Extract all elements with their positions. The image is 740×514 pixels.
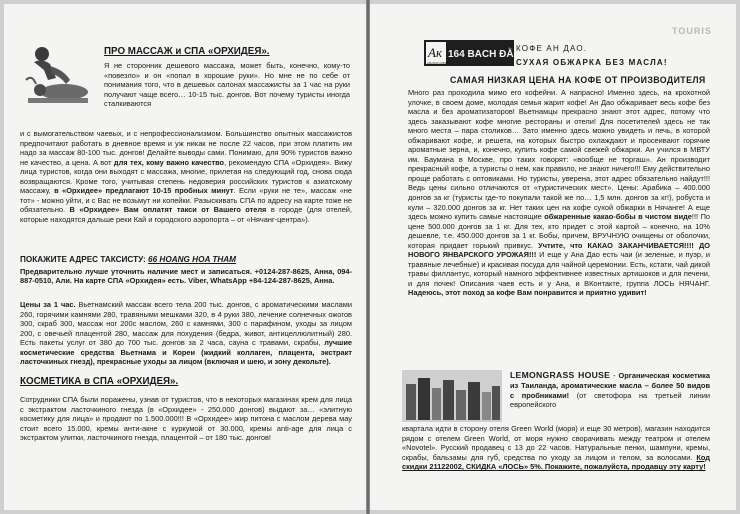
logo-address: 164 BACH ĐẰNG	[448, 49, 529, 60]
cosmetics-block	[20, 395, 352, 443]
header-line-1: КОФЕ АН ДАО.	[516, 44, 588, 53]
left-page	[4, 4, 366, 510]
massage-body	[20, 129, 352, 224]
cosmetics-text: Сотрудники СПА были поражены, узнав от туристов, что в некоторых магазинах крем для лица с экстрактом ласточкиного гнезда (в «Орхидее» - 250.000 донгов) выдают за… «элитную косметику для лица» и продают по 1.500.000!!! В «Орхидее» жир питона с маслом дерева мау стоит всего 15.000, кремы анти-акне с куркумой от 30.000, кремы anti-age для лица с экстрактом улитки, ласточкиного гнезда, плацентой – от 180 тыс. донгов!	[20, 395, 352, 443]
lemongrass-products-image	[402, 370, 502, 422]
coffee-logo	[424, 40, 529, 66]
logo-subtitle: ANH DAO COFFEE	[427, 62, 451, 65]
massage-illustration	[20, 40, 92, 112]
prices-block	[20, 300, 352, 367]
massage-heading: ПРО МАССАЖ и СПА «ОРХИДЕЯ».	[104, 46, 270, 57]
logo-initials: Ак	[428, 45, 443, 60]
booking-info: Предварительно лучше уточнить наличие мест и записаться. +0124-287-8625, Анна, 094-887-0510, Али. На карте СПА «Орхидея» есть. Viber, WhatsApp +84-124-287-8625, Анна.	[20, 266, 352, 286]
lemongrass-intro	[510, 370, 710, 410]
coffee-text: Много раз проходила мимо его кофейни. А напрасно! Именно здесь, на крохотной улочке, в своем доме, молодая семья жарит кофе! Ан Дао обжаривает весь кофе без масла и без ароматизаторов! Вьетнамцы прекрасно знают этот адрес, потому что здесь заказывают кофе многие рестораны и отели! Для посетителей здесь не так много места – пара столиков… Зато именно здесь можно увидеть и печь, в которой обжаривают кофе, и решета, на которых быстро охлаждают и просеивают горячие ароматные зерна, и, конечно, купить кофе самой свежей обжарки. Ан учился в МВТУ им. Баумана в Москве, про таких говорят: «вообще не торгаш». Ан производит прекрасный кофе, а туристы о нем, как правило, не знают ничего!!! Ему действительно проще работать с оптовиками. Но туристы, уверена, этот адрес обязательно найдут!!! Ведь цены сильно отличаются от «туристических мест». Цены: Арабика – 400.000 донгов за кг (туристы где-то покупали такой же по… 1,5 млн. донгов за кг!), робуста и кули – 320.000 донгов за кг. Нет таких цен на кофе сухой обжарки в Нячанге! А еще здесь можно купить самые настоящие обжаренные какао-бобы в чистом виде!!! По цене 500.000 донгов за 1 кг. Для тех, кто придет с этой картой – конечно, на 10% дешевле, т.е. 450.000 донгов за 1 кг. Бобы, причем, ВРУЧНУЮ очищены от оболочки, которая придает горький привкус. Учтите, что КАКАО ЗАКАНЧИВАЕТСЯ!!!! ДО НОВОГО ЯНВАРСКОГО УРОЖАЯ!!! И еще у Ана Дао есть чаи (и зеленые, и пуэр, и травяные лечебные) и красивая посуда для чайной церемонии. Есть, кстати, чай дикой травы филлантус, который намного эффективнее известных артишоков и для печени, и для почек! Описания чаев есть и у Ана, и ВКонтакте, группа ЛОСЬ НЯЧАНГ. Надеюсь, этот поход за кофе Вам понравится и приятно удивит!	[408, 88, 711, 298]
prices-text: Цены за 1 час. Вьетнамский массаж всего тела 200 тыс. донгов, с ароматическими маслами 260, горячими камнями 280, травяными мешками 320, в 4 руки 380, лечение солнечных ожогов 300, скраб 300, массаж ног 200с маслом, 260 с камнями, 300 с парафином, уходы за лицом 200, с овечьей плацентой 280, массаж для похудения (бедра, живот, антицеллюлитный) 280. Есть пакеты услуг от 380 до 700 тыс. донгов за 2 часа, сауна с травами, скрабы, лучшие косметические средства Вьетнама и Кореи (жидкий коллаген, плацента, экстракт ласточкиных гнезд), прекрасные уходы за лицом (включая и шею, и зону декольте).	[20, 300, 352, 367]
watermark: TOURIS	[672, 26, 712, 36]
header-line-2: СУХАЯ ОБЖАРКА БЕЗ МАСЛА!	[516, 58, 668, 67]
cosmetics-heading: КОСМЕТИКА в СПА «ОРХИДЕЯ».	[20, 376, 179, 387]
lemongrass-text: квартала идти в сторону отеля Green World (моря) и еще 30 метров), магазин находится рядом с отелем Green World, от моря нужно сворачивать между театром и отелем «Novotel». Русский продавец с 13 до 22 часов. Натуральные пенки, шампуни, кремы, скрабы, бальзамы для губ, средства по уходу за лицом и телом, за волосами. Код скидки 21122002, СКИДКА «ЛОСЬ» 5%. Покажите, пожалуйста, продавцу эту карту!	[402, 424, 710, 472]
lemongrass-intro-text: LEMONGRASS HOUSE - Органическая косметика из Таиланда, ароматические масла – более 50 видов с пробниками! (от светофора на третьей линии европейского	[510, 370, 710, 410]
massage-intro-text: Я не сторонник дешевого массажа, может быть, конечно, кому-то «повезло» и он «попал в хорошие руки». Но мне не по себе от понимания того, что в дешевых салонах массажисты за 1 час на руки получают чаще всего… 10-15 тыс. донгов. Вот почему туристы иногда сталкиваются	[104, 61, 350, 109]
coffee-block	[408, 88, 710, 298]
coffee-title: САМАЯ НИЗКАЯ ЦЕНА НА КОФЕ ОТ ПРОИЗВОДИТЕЛЯ	[450, 75, 706, 85]
address-block	[20, 255, 352, 286]
massage-body-text: и с вымогательством чаевых, и с непрофессионализмом. Большинство опытных массажистов предпочитают работать в дневное время и уж никак не после 22 часов, при этом платить им надо за массаж 80-100 тыс. донгов! Делайте выводы сами. Понимаю, для 90% туристов важно не качество, а цена. А вот для тех, кому важно качество, рекомендую СПА «Орхидея». Вижу лица туристов, когда они выходят с массажа, многие, прилетая на следующий год, снова сюда возвращаются. Кроме того, учитывая степень недоверия российских туристов к азиатскому массажу, в «Орхидее» предлагают 10-15 пробных минут. Если «руки не те», массаж «не тот» - можно уйти, и с Вас не возьмут ни копейки. Разыскивать СПА по адресу на карте тоже не обязательно. В «Орхидее» Вам оплатят такси от Вашего отеля в городе (для отелей, которые находятся дальше реки Кай и городского аэропорта – от «Нячанг-центра»).	[20, 129, 352, 224]
lemongrass-block	[402, 424, 710, 472]
right-page	[370, 4, 736, 510]
taxi-address: ПОКАЖИТЕ АДРЕС ТАКСИСТУ: 66 HOANG HOA THAM	[20, 255, 236, 264]
coffee-logo-badge	[424, 40, 529, 66]
